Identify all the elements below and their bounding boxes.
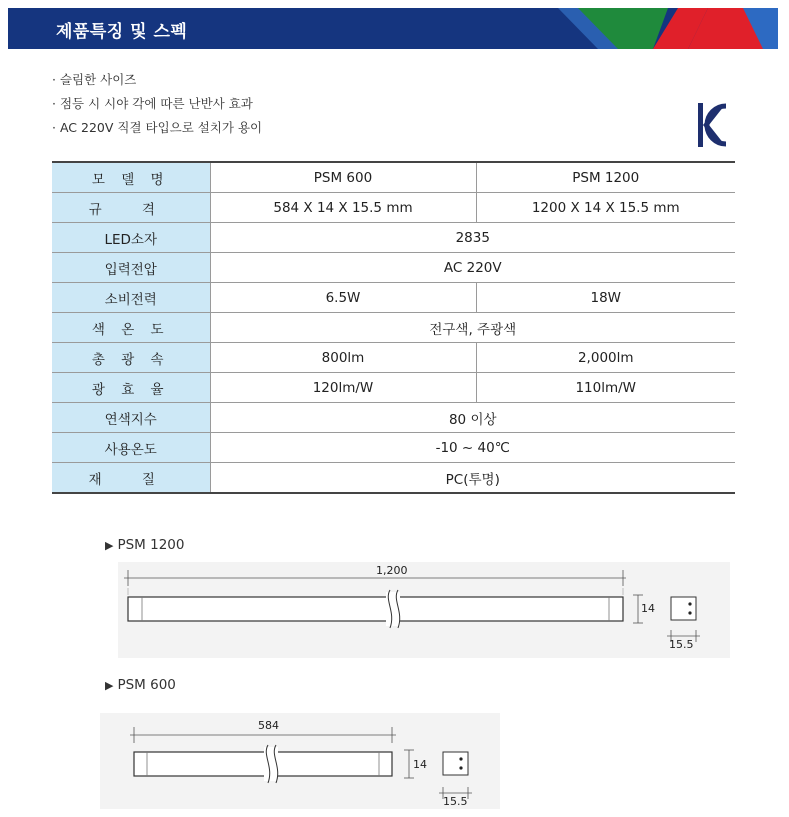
header-banner xyxy=(8,8,778,49)
height-label: 14 xyxy=(641,602,655,615)
cell-both: AC 220V xyxy=(210,253,735,283)
row-label: 규 격 xyxy=(52,193,210,223)
table-row xyxy=(52,283,735,313)
feature-item: · 점등 시 시야 각에 따른 난반사 효과 xyxy=(52,94,262,118)
row-label: 사용온도 xyxy=(52,433,210,463)
table-row xyxy=(52,373,735,403)
dimension-drawing-psm600 xyxy=(100,713,500,809)
cell-both: 2835 xyxy=(210,223,735,253)
cell-psm600: 800lm xyxy=(210,343,476,373)
row-label: 소비전력 xyxy=(52,283,210,313)
length-label: 584 xyxy=(258,719,279,732)
play-triangle-icon: ▶ xyxy=(105,539,114,552)
cell-psm1200: 2,000lm xyxy=(476,343,735,373)
section-title: 제품특징 및 스펙 xyxy=(56,22,188,42)
table-row xyxy=(52,313,735,343)
cell-psm600: 584 X 14 X 15.5 mm xyxy=(210,193,476,223)
cell-psm1200: 1200 X 14 X 15.5 mm xyxy=(476,193,735,223)
drawing-title-psm1200 xyxy=(105,537,184,553)
length-label: 1,200 xyxy=(376,564,408,577)
row-label: 총 광 속 xyxy=(52,343,210,373)
cell-psm600: PSM 600 xyxy=(210,162,476,193)
row-label: LED소자 xyxy=(52,223,210,253)
table-row xyxy=(52,463,735,494)
table-row xyxy=(52,162,735,193)
table-row xyxy=(52,403,735,433)
cell-psm600: 6.5W xyxy=(210,283,476,313)
table-row xyxy=(52,343,735,373)
drawing-title-text: PSM 600 xyxy=(117,677,176,693)
cell-both: 80 이상 xyxy=(210,403,735,433)
kc-certification-icon xyxy=(696,100,728,150)
row-label: 재 질 xyxy=(52,463,210,494)
cell-psm1200: 110lm/W xyxy=(476,373,735,403)
row-label: 색 온 도 xyxy=(52,313,210,343)
table-row xyxy=(52,253,735,283)
feature-item: · AC 220V 직결 타입으로 설치가 용이 xyxy=(52,118,262,142)
cell-both: -10 ~ 40℃ xyxy=(210,433,735,463)
feature-list xyxy=(52,70,262,142)
height-label: 14 xyxy=(413,758,427,771)
spec-table xyxy=(52,161,735,494)
row-label: 연색지수 xyxy=(52,403,210,433)
drawing-title-text: PSM 1200 xyxy=(117,537,185,553)
cell-both: PC(투명) xyxy=(210,463,735,494)
cell-psm1200: PSM 1200 xyxy=(476,162,735,193)
feature-item: · 슬림한 사이즈 xyxy=(52,70,262,94)
play-triangle-icon: ▶ xyxy=(105,679,114,692)
cell-psm600: 120lm/W xyxy=(210,373,476,403)
table-row xyxy=(52,433,735,463)
width-label: 15.5 xyxy=(443,795,468,808)
table-row xyxy=(52,193,735,223)
row-label: 모 델 명 xyxy=(52,162,210,193)
cell-psm1200: 18W xyxy=(476,283,735,313)
row-label: 광 효 율 xyxy=(52,373,210,403)
dimension-drawing-psm1200 xyxy=(118,562,730,658)
width-label: 15.5 xyxy=(669,638,694,651)
table-row xyxy=(52,223,735,253)
drawing-title-psm600 xyxy=(105,677,176,693)
cell-both: 전구색, 주광색 xyxy=(210,313,735,343)
banner-decoration xyxy=(558,8,778,49)
row-label: 입력전압 xyxy=(52,253,210,283)
